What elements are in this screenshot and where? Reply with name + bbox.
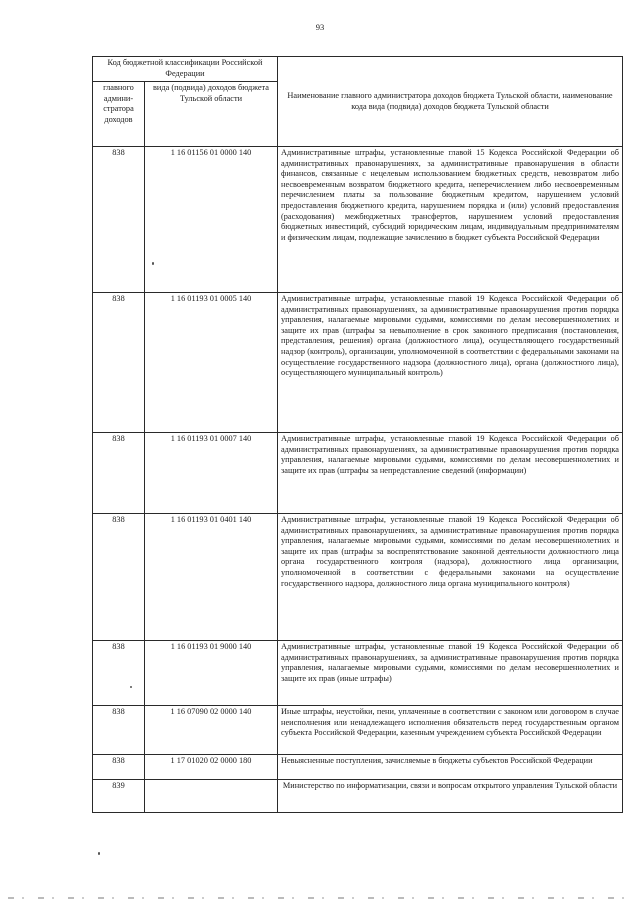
row-admin-code: 839 xyxy=(93,780,145,813)
header-name: Наименование главного администратора доходов бюджета Тульской области, наименование кода вида (подвида) доходов бюджета Тульской области xyxy=(278,57,623,147)
page-number: 93 xyxy=(315,22,325,32)
row-description: Административные штрафы, установленные главой 19 Кодекса Российской Федерации об административных правонарушениях, за административные правонарушения против порядка управления, налагаемые мировыми судьями, комиссиями по делам несовершеннолетних и защите их прав (штрафы за невыполнение в срок законного предписания (постановления, представления, решения) органа (должностного лица), осуществляющего государственный надзор (контроль), организации, уполномоченной в соответствии с федеральными законами на осуществление государственного надзора (должностного лица), органа (должностного лица), осуществляющего муниципальный контроль) xyxy=(278,293,623,433)
row-income-code: 1 16 01193 01 0007 140 xyxy=(145,433,278,514)
table-row xyxy=(93,641,623,706)
row-admin-code: 838 xyxy=(93,514,145,641)
row-admin-code: 838 xyxy=(93,755,145,780)
table-row xyxy=(93,293,623,433)
scan-edge-line xyxy=(8,897,632,899)
row-income-code: 1 16 01193 01 0401 140 xyxy=(145,514,278,641)
table-header-row xyxy=(93,57,623,82)
scan-artifact xyxy=(98,852,100,855)
budget-classification-table xyxy=(92,56,623,813)
row-income-code: 1 16 07090 02 0000 140 xyxy=(145,706,278,755)
header-admin: главного админи-стратора доходов xyxy=(93,82,145,147)
row-income-code xyxy=(145,780,278,813)
scan-artifact xyxy=(152,262,154,265)
table-row xyxy=(93,147,623,293)
row-description: Административные штрафы, установленные главой 15 Кодекса Российской Федерации об административных правонарушениях, за административные правонарушения в области финансов, связанные с нецелевым использованием бюджетных средств, невозвратом либо несвоевременным возвратом бюджетного кредита, неперечислением либо несвоевременным перечислением платы за пользование бюджетным кредитом, нарушением условий предоставления бюджетного кредита, нарушением порядка и (или) условий предоставления (расходования) межбюджетных трансфертов, нарушением условий предоставления бюджетных инвестиций, субсидий юридическим лицам, индивидуальным предпринимателям и физическим лицам, подлежащие зачислению в бюджет субъекта Российской Федерации xyxy=(278,147,623,293)
row-income-code: 1 16 01156 01 0000 140 xyxy=(145,147,278,293)
row-income-code: 1 17 01020 02 0000 180 xyxy=(145,755,278,780)
table-row xyxy=(93,433,623,514)
table-row xyxy=(93,514,623,641)
header-income-code: вида (подвида) доходов бюджета Тульской области xyxy=(145,82,278,147)
table-row xyxy=(93,755,623,780)
row-description: Иные штрафы, неустойки, пени, уплаченные в соответствии с законом или договором в случае неисполнения или ненадлежащего исполнения обязательств перед государственным органом субъекта Российской Федерации, казенным учреждением субъекта Российской Федерации xyxy=(278,706,623,755)
row-description: Невыясненные поступления, зачисляемые в бюджеты субъектов Российской Федерации xyxy=(278,755,623,780)
row-admin-code: 838 xyxy=(93,147,145,293)
row-admin-code: 838 xyxy=(93,293,145,433)
row-income-code: 1 16 01193 01 0005 140 xyxy=(145,293,278,433)
row-admin-code: 838 xyxy=(93,641,145,706)
scan-artifact xyxy=(130,686,132,688)
table-row xyxy=(93,706,623,755)
table-row xyxy=(93,780,623,813)
row-description: Административные штрафы, установленные главой 19 Кодекса Российской Федерации об административных правонарушениях, за административные правонарушения против порядка управления, налагаемые мировыми судьями, комиссиями по делам несовершеннолетних и защите их прав (штрафы за непредставление сведений (информации) xyxy=(278,433,623,514)
row-admin-code: 838 xyxy=(93,433,145,514)
row-income-code: 1 16 01193 01 9000 140 xyxy=(145,641,278,706)
row-admin-code: 838 xyxy=(93,706,145,755)
header-code-group: Код бюджетной классификации Российской Федерации xyxy=(93,57,278,82)
row-description: Административные штрафы, установленные главой 19 Кодекса Российской Федерации об административных правонарушениях, за административные правонарушения против порядка управления, налагаемые мировыми судьями, комиссиями по делам несовершеннолетних и защите их прав (иные штрафы) xyxy=(278,641,623,706)
row-description: Административные штрафы, установленные главой 19 Кодекса Российской Федерации об административных правонарушениях, за административные правонарушения против порядка управления, налагаемые мировыми судьями, комиссиями по делам несовершеннолетних и защите их прав (штрафы за воспрепятствование законной деятельности должностного лица органа государственного контроля (надзора), должностного лица организации, уполномоченной в соответствии с федеральными законами на осуществление государственного надзора, должностного лица органа муниципального контроля) xyxy=(278,514,623,641)
row-description: Министерство по информатизации, связи и вопросам открытого управления Тульской области xyxy=(278,780,623,813)
